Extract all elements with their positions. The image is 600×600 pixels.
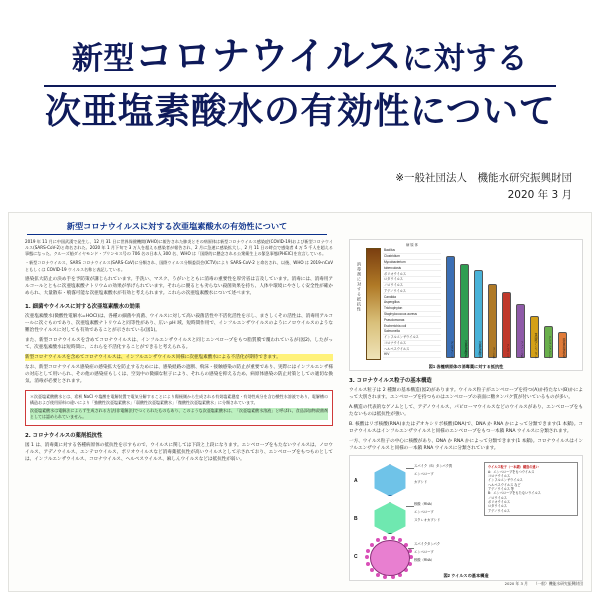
section-3-paragraph-3: B. 核酸はリボ核酸(RNA)またはデオキシリボ核酸(DNA)で、DNA か RNA かによって分類できます(1 本鎖)。コロナウイルスはインフルエンザウイルスと同様のエンベロープをもつ一本鎖 RNA ウイルスに分類されます。 bbox=[349, 421, 583, 435]
figure-2-label-8: エンベロープ bbox=[414, 550, 434, 555]
figure-1-organism-row: コロナウイルス bbox=[383, 341, 441, 347]
section-1-extra-paragraph: なお、新型コロナウイルス感染症の感染拡大を防止するためには、感染経路の遮断、飛沫・接触感染の防止が重要であり、実際にはインフルエンザ様の対応として用いられ、その他の感染症もしくは、空気中の微細な粒子により、それらの感染を抑えるため、病原体感染の防止対策としての適切な換気、消毒が必要とされます。 bbox=[25, 365, 333, 385]
figure-2-label-2: エンベロープ bbox=[414, 472, 434, 477]
figure-1-caption: 図1 各種病原体の消毒薬に対する抵抗性 bbox=[428, 364, 504, 369]
figure-1-organism-row: HIV bbox=[383, 352, 441, 358]
figure-1-disinfectant-label: フェノール系 bbox=[520, 341, 524, 358]
spike-protein-dot-icon bbox=[365, 555, 369, 559]
headline-line-1-part-a: 新型 bbox=[71, 41, 135, 77]
figure-1-organism-row: Bacillus bbox=[383, 248, 441, 254]
spike-protein-dot-icon bbox=[366, 562, 370, 566]
headline-line-1-part-c: に対する bbox=[402, 41, 529, 77]
figure-1-organism-row: Escherichia coli bbox=[383, 323, 441, 329]
figure-1-axis-label: 消毒剤に対する抵抗性 bbox=[357, 262, 362, 312]
figure-1-disinfectant-label: アルコール bbox=[506, 344, 510, 358]
note-box-paragraph-2: 次亜塩素酸水は電解法によらず生成される方法(非電解法)でつくられたものもあり、このような次亜塩素酸水は、「次亜塩素酸水溶液」と呼ばれ、食品添加物殺菌剤としては認められていません。 bbox=[30, 407, 328, 420]
figure-1-organism-row: tuberculosis bbox=[383, 265, 441, 271]
headline-line-2: 次亜塩素酸水の有効性について bbox=[44, 90, 556, 132]
figure-1-organism-row: インフルエンザウイルス bbox=[383, 335, 441, 341]
section-3-paragraph-1: ウイルス粒子は 2 種類の基本構造(図2)があります。ウイルス粒子がエンベロープを持つ(A)か持たない(B)かによって大別されます。エンベロープを持つものはエンベロープの表面に糖タンパク質が付いているものが多い。 bbox=[349, 387, 583, 400]
spike-protein-dot-icon bbox=[383, 536, 387, 540]
figure-1-organism-row: ポリオウイルス bbox=[383, 271, 441, 277]
figure-1-table-header: 病 原 体 bbox=[405, 243, 419, 247]
figure-1-organism-row: Staphylococcus aureus bbox=[383, 312, 441, 318]
figure-2-note-line: A：エンベロープをもつウイルス bbox=[488, 469, 535, 474]
figure-1-organism-row: Clostridium bbox=[383, 254, 441, 260]
figure-2-note-box bbox=[484, 462, 578, 515]
byline-date: 2020 年 3 月 bbox=[507, 189, 572, 202]
figure-1-organism-row: Mycobacterium bbox=[383, 260, 441, 266]
figure-2-letter-b: B bbox=[354, 516, 358, 523]
figure-2-note-line: アデノウイルス 等 bbox=[488, 486, 514, 491]
figure-1-organism-row: ヘルペスウイルス bbox=[383, 346, 441, 352]
lead-paragraph: 感染拡大防止の決め手を予防策が講じられています。手洗い、マスク、うがいとともに消毒の重要性を厚労省は言及しています。消毒には、消毒用アルコールとともに次亜塩素酸ナトリウムの効果が挙げられています。それらに優るとも劣らない殺菌効果を持ち、人体や環境にやさしく安全性が確かめられ、大量散布・噴霧可能な次亜塩素酸水が有効と考えられます。これらの次亜塩素酸水について述べます。 bbox=[25, 276, 333, 296]
figure-2-letter-c: C bbox=[354, 554, 358, 561]
figure-2-note-line: ロタウイルス bbox=[488, 504, 507, 509]
document-footer: 2020 年 3 月 （一般）機能水研究振興財団 bbox=[504, 581, 583, 586]
figure-2-label-9: 核酸（RNA） bbox=[414, 558, 435, 563]
figure-1-organism-row: アデノウイルス bbox=[383, 288, 441, 294]
figure-2-label-7: スパイクタンパク bbox=[414, 542, 441, 547]
page-title bbox=[0, 34, 600, 133]
figure-1-disinfectant-label: グルタラール bbox=[450, 341, 454, 358]
figure-2-label-6: ヌクレオカプシド bbox=[414, 518, 441, 523]
figure-1-disinfectant-label: ヨード系 bbox=[492, 346, 496, 358]
section-1-paragraph-3-highlight: 新型コロナウイルスを含めてコロナウイルスは、インフルエンザウイルス同様に次亜塩素酸水による不活化が期待できます。 bbox=[25, 354, 333, 361]
note-box bbox=[25, 390, 333, 427]
figure-1-disinfectant-bars bbox=[446, 248, 578, 358]
section-3-paragraph-2: A.構造の代表的なゲノムとして、アデノウイルス、パピローマウイルスなどのウイルスがあり、エンベロープをもたないものは抵抗性が強い。 bbox=[349, 404, 583, 417]
figure-1-organism-row: ロタウイルス bbox=[383, 277, 441, 283]
figure-2 bbox=[349, 455, 583, 581]
figure-2-note-line: ポリオウイルス bbox=[488, 499, 511, 504]
figure-2-note-line: アデノウイルス bbox=[488, 508, 510, 513]
spike-protein-dot-icon bbox=[366, 549, 370, 553]
headline-line-1 bbox=[0, 34, 600, 79]
figure-2-note-line: コロナウイルス bbox=[488, 474, 511, 478]
section-1-paragraph-2: また、新型コロナウイルスを含めてコロナウイルスは、インフルエンザウイルスと同じエンベロープをもつ脂質膜で覆われているが(図2)、したがって、次亜塩素酸水は短時間に、これらを不活化することができると考えられる。 bbox=[25, 337, 333, 350]
figure-1-organism-list bbox=[383, 248, 441, 358]
figure-1-disinfectant-label: 第四級アンモニウム bbox=[534, 332, 538, 358]
byline bbox=[395, 170, 572, 205]
figure-2-note-line: ヘルペスウイルス など bbox=[488, 482, 521, 487]
section-1-heading: 1. 細菌やウイルスに対する次亜塩素酸水の効果 bbox=[25, 304, 141, 311]
figure-1-disinfectant-label: 次亜塩素酸Na bbox=[464, 340, 468, 358]
figure-2-leader-1 bbox=[406, 468, 414, 469]
document-sheet bbox=[8, 212, 592, 592]
figure-1-organism-row: Aspergillus bbox=[383, 300, 441, 306]
figure-1-organism-row: Salmonella bbox=[383, 329, 441, 335]
headline-line-1-part-b: コロナウイルス bbox=[134, 34, 403, 78]
virus-particle-enveloped-icon bbox=[372, 464, 408, 496]
intro-paragraph-1: 2019 年 11 月に中国武漢で発生し、12 月 31 日に世界保健機関(WHO)に報告された肺炎とその病原体は新型コロナウイルス感染症(COVID-19)および新型コロナウイルス(SARS-CoV-2)と命名された。2020 年 1 月下旬で 3 万人を超える感染者が報告され、2 月に急速に感染拡大し、2 月 11 日の時点で感染者 4 万 5 千人を超える事態になった。クルーズ船ダイヤモンド・プリンセス号の 706 名の日本人 300 名、WHO は「国際的に懸念される公衆衛生上の緊急事態(PHEIC)を宣言している。 bbox=[25, 239, 333, 257]
figure-2-label-4: 核酸（RNA） bbox=[414, 502, 435, 507]
virus-particle-nonenveloped-icon bbox=[372, 502, 408, 534]
intro-paragraph-2: ・新型コロナウイルス、SARS コロナウイルス(SARS-CoV)に分類され、国際ウイルス分類委員会(ICTV)により SARS-CoV-2 と命名され、以後、WHO は 2019-nCoV ともしくは COVID-19 ウイルス名称と表記している。 bbox=[25, 260, 333, 272]
section-3-heading: 3. コロナウイルス粒子の基本構造 bbox=[349, 378, 432, 384]
document-left-column bbox=[25, 239, 333, 466]
figure-1-organism-row: Trichophyton bbox=[383, 306, 441, 312]
section-1-paragraph-1: 次亜塩素酸水(微酸性電解水=HOCl)は、各種の細菌や真菌、ウイルスに対して高い殺菌活性や不活化活性を示し、まさしくその活性は、消毒用アルコールに次ぐものであり、次亜塩素酸ナトリウムと同等性があり、広い pH 域、短時間作用で、インフルエンザウイルスのようにノロウイルスのような難治性ウイルスに対しても有効であることが示されている(図1)。 bbox=[25, 313, 333, 333]
spike-protein-dot-icon bbox=[391, 536, 395, 540]
figure-2-leader-3 bbox=[408, 548, 414, 549]
figure-1-disinfectant-label: クロルヘキシジン bbox=[548, 335, 552, 358]
section-3-paragraph-4: 一方、ウイルス粒子の中心に核酸があり、DNA か RNA かによって分類できます(1 本鎖)。コロナウイルスはインフルエンザウイルスと同様の一本鎖 RNA ウイルスに分類されています。 bbox=[349, 439, 583, 452]
figure-2-note-line: インフルエンザウイルス bbox=[488, 478, 523, 483]
figure-2-caption: 図2 ウイルスの基本構造 bbox=[443, 573, 489, 579]
figure-2-note-heading: ウイルス粒子（一本鎖）構造の違い bbox=[488, 465, 539, 470]
figure-2-note-line: ノロウイルス bbox=[488, 495, 507, 500]
figure-1-organism-row: Pseudomonas bbox=[383, 317, 441, 323]
headline-divider bbox=[44, 85, 556, 87]
document-right-column bbox=[349, 239, 583, 581]
section-2-paragraph-1: 図 1 は、消毒薬に対する各種病原体の抵抗性を示すもので、ウイルスに関しては下段と上段になります。エンベロープをもたないウイルスは、ノロウイルス、アデノウイルス、エンテロウイルス、ポリオウイルスなど消毒薬抵抗性が高いウイルスとして示されており、エンベロープをもつものとしては、インフルエンザウイルス、コロナウイルス、ヘルペスウイルス、麻しんウイルスなどは抵抗性が弱い。 bbox=[25, 442, 333, 462]
figure-1 bbox=[349, 239, 583, 371]
figure-2-label-5: エンベロープ bbox=[414, 510, 434, 515]
note-box-paragraph-1: ＊次亜塩素酸酸水とは、希釈 NaCl や塩酸を電解装置で電気分解することにより陽極側から生成される有効塩素濃度・有効性成分を含む酸性水溶液であり、電解槽の構造および使用原料の違いにより「強酸性次亜塩素酸水」「弱酸性次亜塩素酸水」「微酸性次亜塩素酸水」に分類されています。 bbox=[30, 393, 328, 405]
figure-2-label-1: スパイク（S）タンパク質 bbox=[414, 464, 453, 469]
figure-2-label-3: カプシド bbox=[414, 480, 428, 485]
figure-1-organism-row: ノロウイルス bbox=[383, 283, 441, 289]
figure-2-note-line: B：エンベロープをもたないウイルス bbox=[488, 491, 541, 496]
figure-2-leader-2 bbox=[406, 506, 414, 507]
figure-1-gradient-bar bbox=[366, 248, 381, 360]
document-title: 新型コロナウイルスに対する次亜塩素酸水の有効性について bbox=[27, 221, 327, 235]
figure-1-organism-row: Candida bbox=[383, 294, 441, 300]
figure-2-letters bbox=[354, 462, 358, 576]
figure-1-disinfectant-label: 次亜塩素酸水 bbox=[478, 341, 482, 358]
figure-2-note-lines bbox=[488, 470, 574, 513]
byline-org: ※一般社団法人 機能水研究振興財団 bbox=[395, 172, 572, 184]
figure-1-disinfectant-label: 両性界面活性剤 bbox=[562, 338, 566, 358]
figure-2-letter-a: A bbox=[354, 478, 358, 485]
section-2-heading: 2. コロナウイルスの薬剤抵抗性 bbox=[25, 433, 103, 440]
